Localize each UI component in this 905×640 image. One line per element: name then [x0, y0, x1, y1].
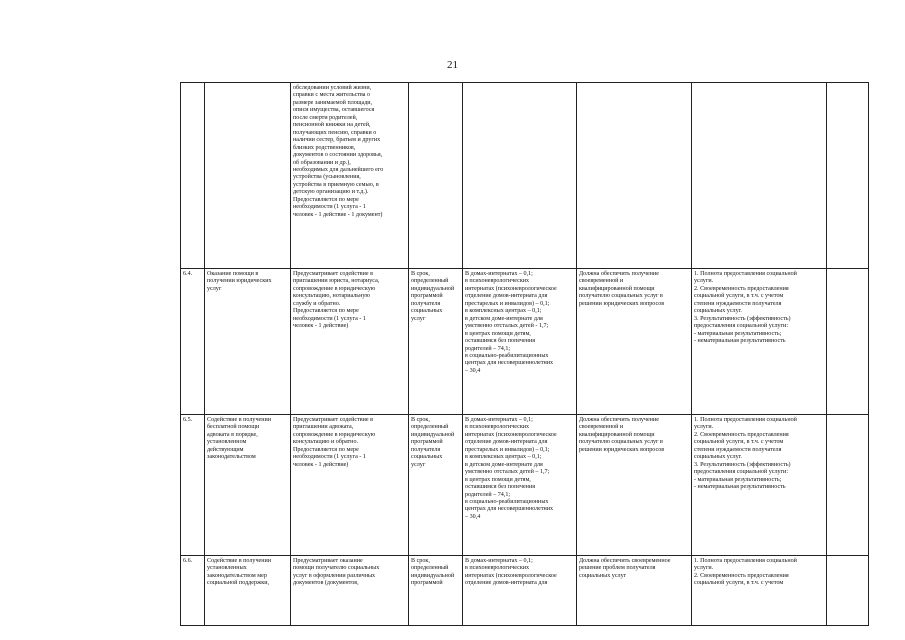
service-criteria: 1. Полнота предоставления социальной услуги. 2. Своевременность предоставления социальной услуги, в т.ч. с учетом степени нуждаемости получателя социальных услуг. 3. Результативность (эффективность) предоставления социальной услуги: - материальная результативность; - нематериальная результативность — [692, 269, 827, 415]
service-criteria: 1. Полнота предоставления социальной услуги. 2. Своевременность предоставления социальной услуги, в т.ч. с учетом степени нуждаемости получателя социальных услуг. 3. Результативность (эффективность) предоставления социальной услуги: - материальная результативность; - нематериальная результативность — [692, 415, 827, 556]
page-number: 21 — [447, 59, 458, 71]
row-number: 6.6. — [181, 556, 205, 626]
empty-cell — [827, 415, 869, 556]
row-number: 6.5. — [181, 415, 205, 556]
service-term: В срок, определенный индивидуальной программой получателя социальных услуг — [409, 269, 463, 415]
table-row — [181, 415, 869, 556]
service-criteria — [692, 83, 827, 269]
service-term: В срок, определенный индивидуальной программой — [409, 556, 463, 626]
service-condition: Должна обеспечить получение своевременной и квалифицированной помощи получателю социальных услуг в решении юридических вопросов — [577, 415, 692, 556]
service-description: Предусматривает содействие в приглашении адвоката, сопровождение в юридическую консультацию и обратно. Предоставляется по мере необходимости (1 услуга - 1 человек - 1 действие) — [291, 415, 409, 556]
service-term — [409, 83, 463, 269]
service-norm: В домах-интернатах – 0,1; в психоневрологических интернатах (психоневрологическое отделение домов-интерната для — [463, 556, 577, 626]
service-condition: Должна обеспечить получение своевременной и квалифицированной помощи получателю социальных услуг в решении юридических вопросов — [577, 269, 692, 415]
service-description: обследовании условий жизни, справки с места жительства о размере занимаемой площади, описи имущества, оставшегося после смерти родителей, пенсионной книжки на детей, получающих пенсию, справки о наличии сестер, братьев и других близких родственников, документов о состоянии здоровья, об образовании и др.), необходимых для дальнейшего его устройства (усыновления, устройства в приемную семью, в детскую организацию и т.д.). Предоставляется по мере необходимости (1 услуга - 1 человек - 1 действие - 1 документ) — [291, 83, 409, 269]
service-norm: В домах-интернатах – 0,1; в психоневрологических интернатах (психоневрологическое отделение домов-интерната для престарелых и инвалидов) – 0,1; в комплексных центрах – 0,1; в детском доме-интернате для умственно отсталых детей - 1,7; в центрах помощи детям, оставшимся без попечения родителей – 74,1; в социально-реабилитационных центрах для несовершеннолетних – 30,4 — [463, 269, 577, 415]
empty-cell — [827, 556, 869, 626]
service-norm — [463, 83, 577, 269]
service-condition — [577, 83, 692, 269]
service-name: Оказание помощи в получении юридических услуг — [205, 269, 291, 415]
empty-cell — [827, 269, 869, 415]
service-term: В срок, определенный индивидуальной программой получателя социальных услуг — [409, 415, 463, 556]
row-number — [181, 83, 205, 269]
table-row — [181, 556, 869, 626]
service-norm: В домах-интернатах – 0,1; в психоневрологических интернатах (психоневрологическое отделение домов-интерната для престарелых и инвалидов) – 0,1; в комплексных центрах – 0,1; в детском доме-интернате для умственно отсталых детей – 1,7; в центрах помощи детям, оставшимся без попечения родителей – 74,1; в социально-реабилитационных центрах для несовершеннолетних – 30,4 — [463, 415, 577, 556]
service-criteria: 1. Полнота предоставления социальной услуги. 2. Своевременность предоставления социальной услуги, в т.ч. с учетом — [692, 556, 827, 626]
row-number: 6.4. — [181, 269, 205, 415]
service-description: Предусматривает содействие в приглашении юриста, нотариуса, сопровождение в юридическую консультацию, нотариальную службу и обратно. Предоставляется по мере необходимости (1 услуга - 1 человек - 1 действие) — [291, 269, 409, 415]
empty-cell — [827, 83, 869, 269]
service-name — [205, 83, 291, 269]
services-table — [180, 82, 869, 626]
table-row — [181, 83, 869, 269]
service-description: Предусматривает оказание помощи получателю социальных услуг в оформлении различных документов (документов, — [291, 556, 409, 626]
service-name: Содействие в получении бесплатной помощи адвоката в порядке, установленном действующим законодательством — [205, 415, 291, 556]
table-row — [181, 269, 869, 415]
service-condition: Должна обеспечить своевременное решение проблем получателя социальных услуг — [577, 556, 692, 626]
service-name: Содействие в получении установленных законодательством мер социальной поддержки, — [205, 556, 291, 626]
